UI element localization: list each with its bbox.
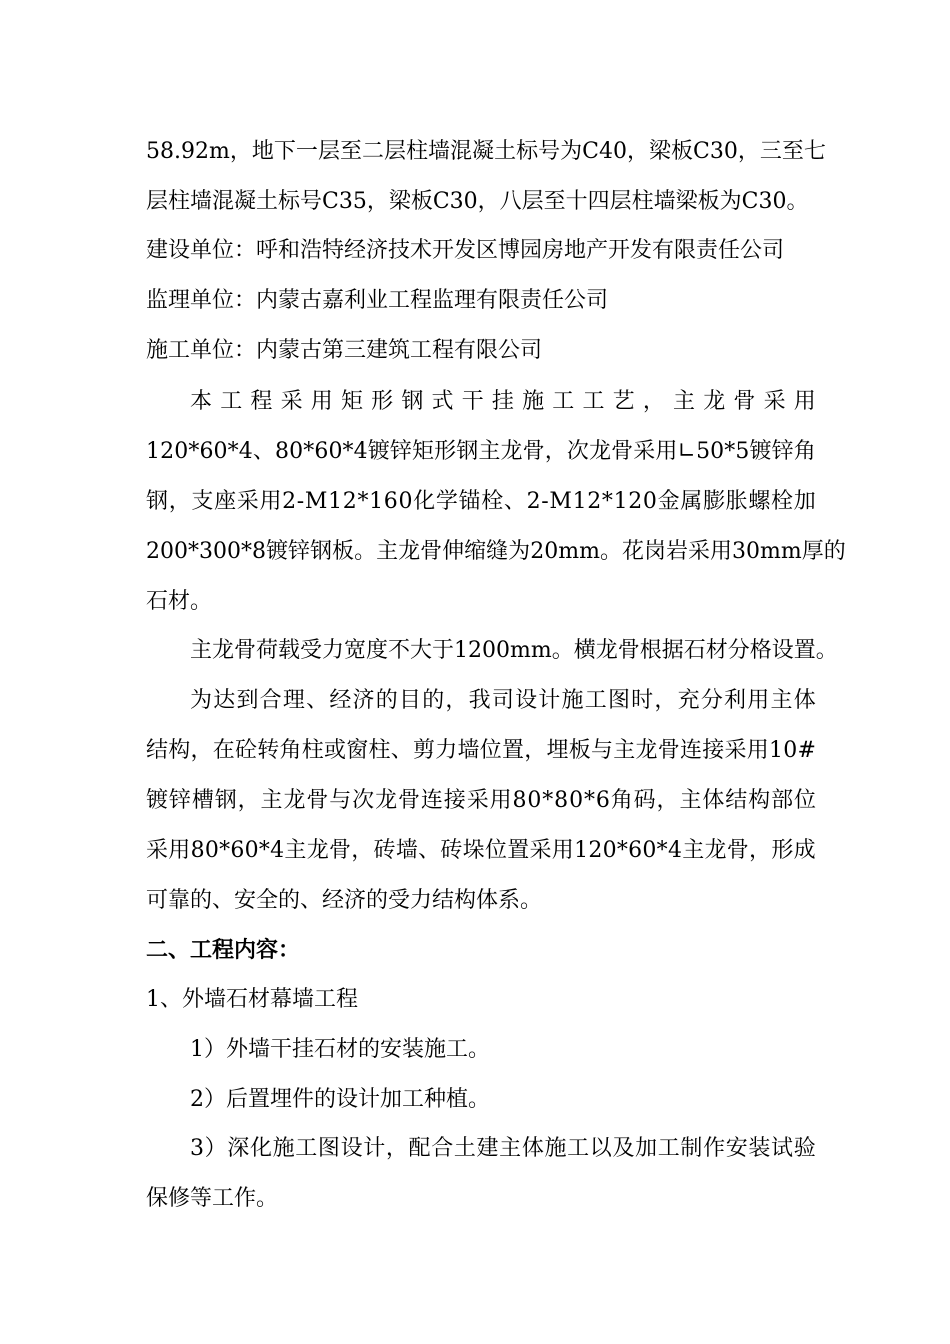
contractor-line: 施工单位：内蒙古第三建筑工程有限公司 — [146, 338, 543, 363]
design-paragraph-line-4: 采 用 8 0 * 6 0 * 4 主 龙 骨 ， 砖 墙 、 砖 垛 位 置 采 用 1 2 0 * 6 0 * 4 主 龙 骨 ， 形 成 — [146, 838, 816, 863]
overview-line-2: 层柱墙混凝土标号C35，梁板C30，八层至十四层柱墙梁板为C30。 — [146, 189, 809, 214]
design-paragraph-line-1: 为 达 到 合 理 、 经 济 的 目 的 ， 我 司 设 计 施 工 图 时 ， 充 分 利 用 主 体 — [190, 688, 816, 713]
process-paragraph-line-3: 钢 ， 支 座 采 用 2 - M 1 2 * 1 6 0 化 学 锚 栓 、 2 - M 1 2 * 1 2 0 金 属 膨 胀 螺 栓 加 — [146, 489, 816, 514]
process-paragraph-line-1: 本 工 程 采 用 矩 形 钢 式 干 挂 施 工 工 艺 ， 主 龙 骨 采 用 — [190, 389, 816, 414]
design-paragraph-line-3: 镀 锌 槽 钢 ， 主 龙 骨 与 次 龙 骨 连 接 采 用 8 0 * 8 0 * 6 角 码 ， 主 体 结 构 部 位 — [146, 788, 816, 813]
design-paragraph-line-5: 可靠的、安全的、经济的受力结构体系。 — [146, 888, 543, 913]
list-item: 3 ） 深 化 施 工 图 设 计 ， 配 合 土 建 主 体 施 工 以 及 加 工 制 作 安 装 试 验 — [190, 1136, 816, 1161]
subsection-heading: 1、外墙石材幕墙工程 — [146, 987, 358, 1012]
load-paragraph: 主龙骨荷载受力宽度不大于1200mm。横龙骨根据石材分格设置。 — [190, 638, 838, 663]
list-item: 1）外墙干挂石材的安装施工。 — [190, 1037, 490, 1062]
owner-line: 建设单位：呼和浩特经济技术开发区博园房地产开发有限责任公司 — [146, 238, 785, 263]
overview-line-1: 5 8 . 9 2 m ， 地 下 一 层 至 二 层 柱 墙 混 凝 土 标 号 为 C 4 0 ， 梁 板 C 3 0 ， 三 至 七 — [146, 139, 826, 164]
process-paragraph-line-5: 石材。 — [146, 589, 213, 614]
supervisor-line: 监理单位：内蒙古嘉利业工程监理有限责任公司 — [146, 288, 609, 313]
process-paragraph-line-2: 1 2 0 * 6 0 * 4 、 8 0 * 6 0 * 4 镀 锌 矩 形 钢 主 龙 骨 ， 次 龙 骨 采 用 ∟ 5 0 * 5 镀 锌 角 — [146, 439, 816, 464]
process-paragraph-line-4: 2 0 0 * 3 0 0 * 8 镀 锌 钢 板 。 主 龙 骨 伸 缩 缝 为 2 0 m m 。 花 岗 岩 采 用 3 0 m m 厚 的 — [146, 539, 846, 564]
design-paragraph-line-2: 结 构 ， 在 砼 转 角 柱 或 窗 柱 、 剪 力 墙 位 置 ， 埋 板 与 主 龙 骨 连 接 采 用 1 0 # — [146, 738, 816, 763]
section-heading: 二、工程内容： — [146, 937, 301, 963]
list-item: 2）后置埋件的设计加工种植。 — [190, 1087, 490, 1112]
list-item-continuation: 保修等工作。 — [146, 1186, 279, 1211]
